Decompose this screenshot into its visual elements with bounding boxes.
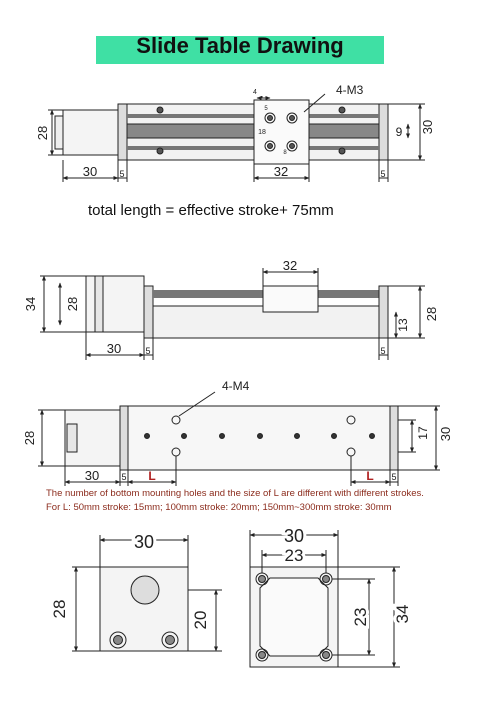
end-view bbox=[72, 535, 222, 651]
side-view bbox=[40, 268, 425, 360]
top-dim-hole-small: 8 bbox=[283, 150, 287, 156]
bottom-dim-height: 28 bbox=[22, 430, 37, 446]
top-holes-label: 4-M3 bbox=[336, 83, 364, 97]
side-dim-rail-h: 13 bbox=[396, 318, 410, 332]
bottom-dim-total-h: 30 bbox=[438, 426, 453, 442]
side-dim-motor-h: 28 bbox=[65, 296, 80, 312]
side-dim-gap-right: 5 bbox=[380, 346, 386, 356]
top-dim-carriage-w: 32 bbox=[273, 164, 289, 179]
motor-dim-inner-w: 23 bbox=[284, 546, 304, 565]
side-dim-carriage-w: 32 bbox=[282, 258, 298, 273]
length-formula: total length = effective stroke+ 75mm bbox=[88, 202, 334, 219]
bottom-dim-gap-left: 5 bbox=[121, 472, 127, 482]
top-dim-offset-small: 5 bbox=[264, 106, 268, 112]
bottom-dim-L-left: L bbox=[148, 469, 156, 483]
bottom-dim-gap-right: 5 bbox=[391, 472, 397, 482]
bottom-dim-hole-span: 17 bbox=[416, 426, 430, 440]
top-dim-offset-x: 4 bbox=[253, 89, 257, 96]
top-dim-height: 28 bbox=[35, 125, 50, 141]
motor-dim-width: 30 bbox=[283, 526, 305, 546]
end-dim-hole-h: 20 bbox=[191, 610, 210, 630]
note-line-2: For L: 50mm stroke: 15mm; 100mm stroke: 20mm; 150mm~300mm stroke: 30mm bbox=[46, 502, 392, 513]
side-dim-height-right: 28 bbox=[424, 306, 439, 322]
top-dim-gap-left: 5 bbox=[119, 169, 125, 179]
bottom-dim-motor-len: 30 bbox=[84, 468, 100, 483]
top-dim-total-h: 30 bbox=[420, 119, 435, 135]
end-dim-height: 28 bbox=[50, 599, 69, 619]
side-dim-motor-len: 30 bbox=[106, 341, 122, 356]
note-line-1: The number of bottom mounting holes and the size of L are different with different strokes. bbox=[46, 488, 424, 499]
end-dim-width: 30 bbox=[133, 532, 155, 552]
side-dim-gap-left: 5 bbox=[145, 346, 151, 356]
top-dim-motor-len: 30 bbox=[82, 164, 98, 179]
side-carriage bbox=[263, 286, 318, 312]
top-dim-hole-span: 18 bbox=[258, 129, 266, 136]
page-title: Slide Table Drawing bbox=[136, 33, 344, 58]
lead-screw bbox=[127, 124, 379, 138]
top-dim-gap-right: 5 bbox=[380, 169, 386, 179]
motor-view bbox=[250, 530, 400, 667]
top-motor bbox=[63, 110, 118, 155]
motor-dim-height: 34 bbox=[393, 604, 412, 624]
side-dim-height-left: 34 bbox=[23, 296, 38, 312]
top-dim-rail: 9 bbox=[395, 125, 403, 139]
bottom-dim-L-right: L bbox=[366, 469, 374, 483]
top-view bbox=[48, 94, 425, 182]
motor-dim-inner-h: 23 bbox=[351, 607, 370, 627]
bottom-holes-label: 4-M4 bbox=[222, 379, 250, 393]
